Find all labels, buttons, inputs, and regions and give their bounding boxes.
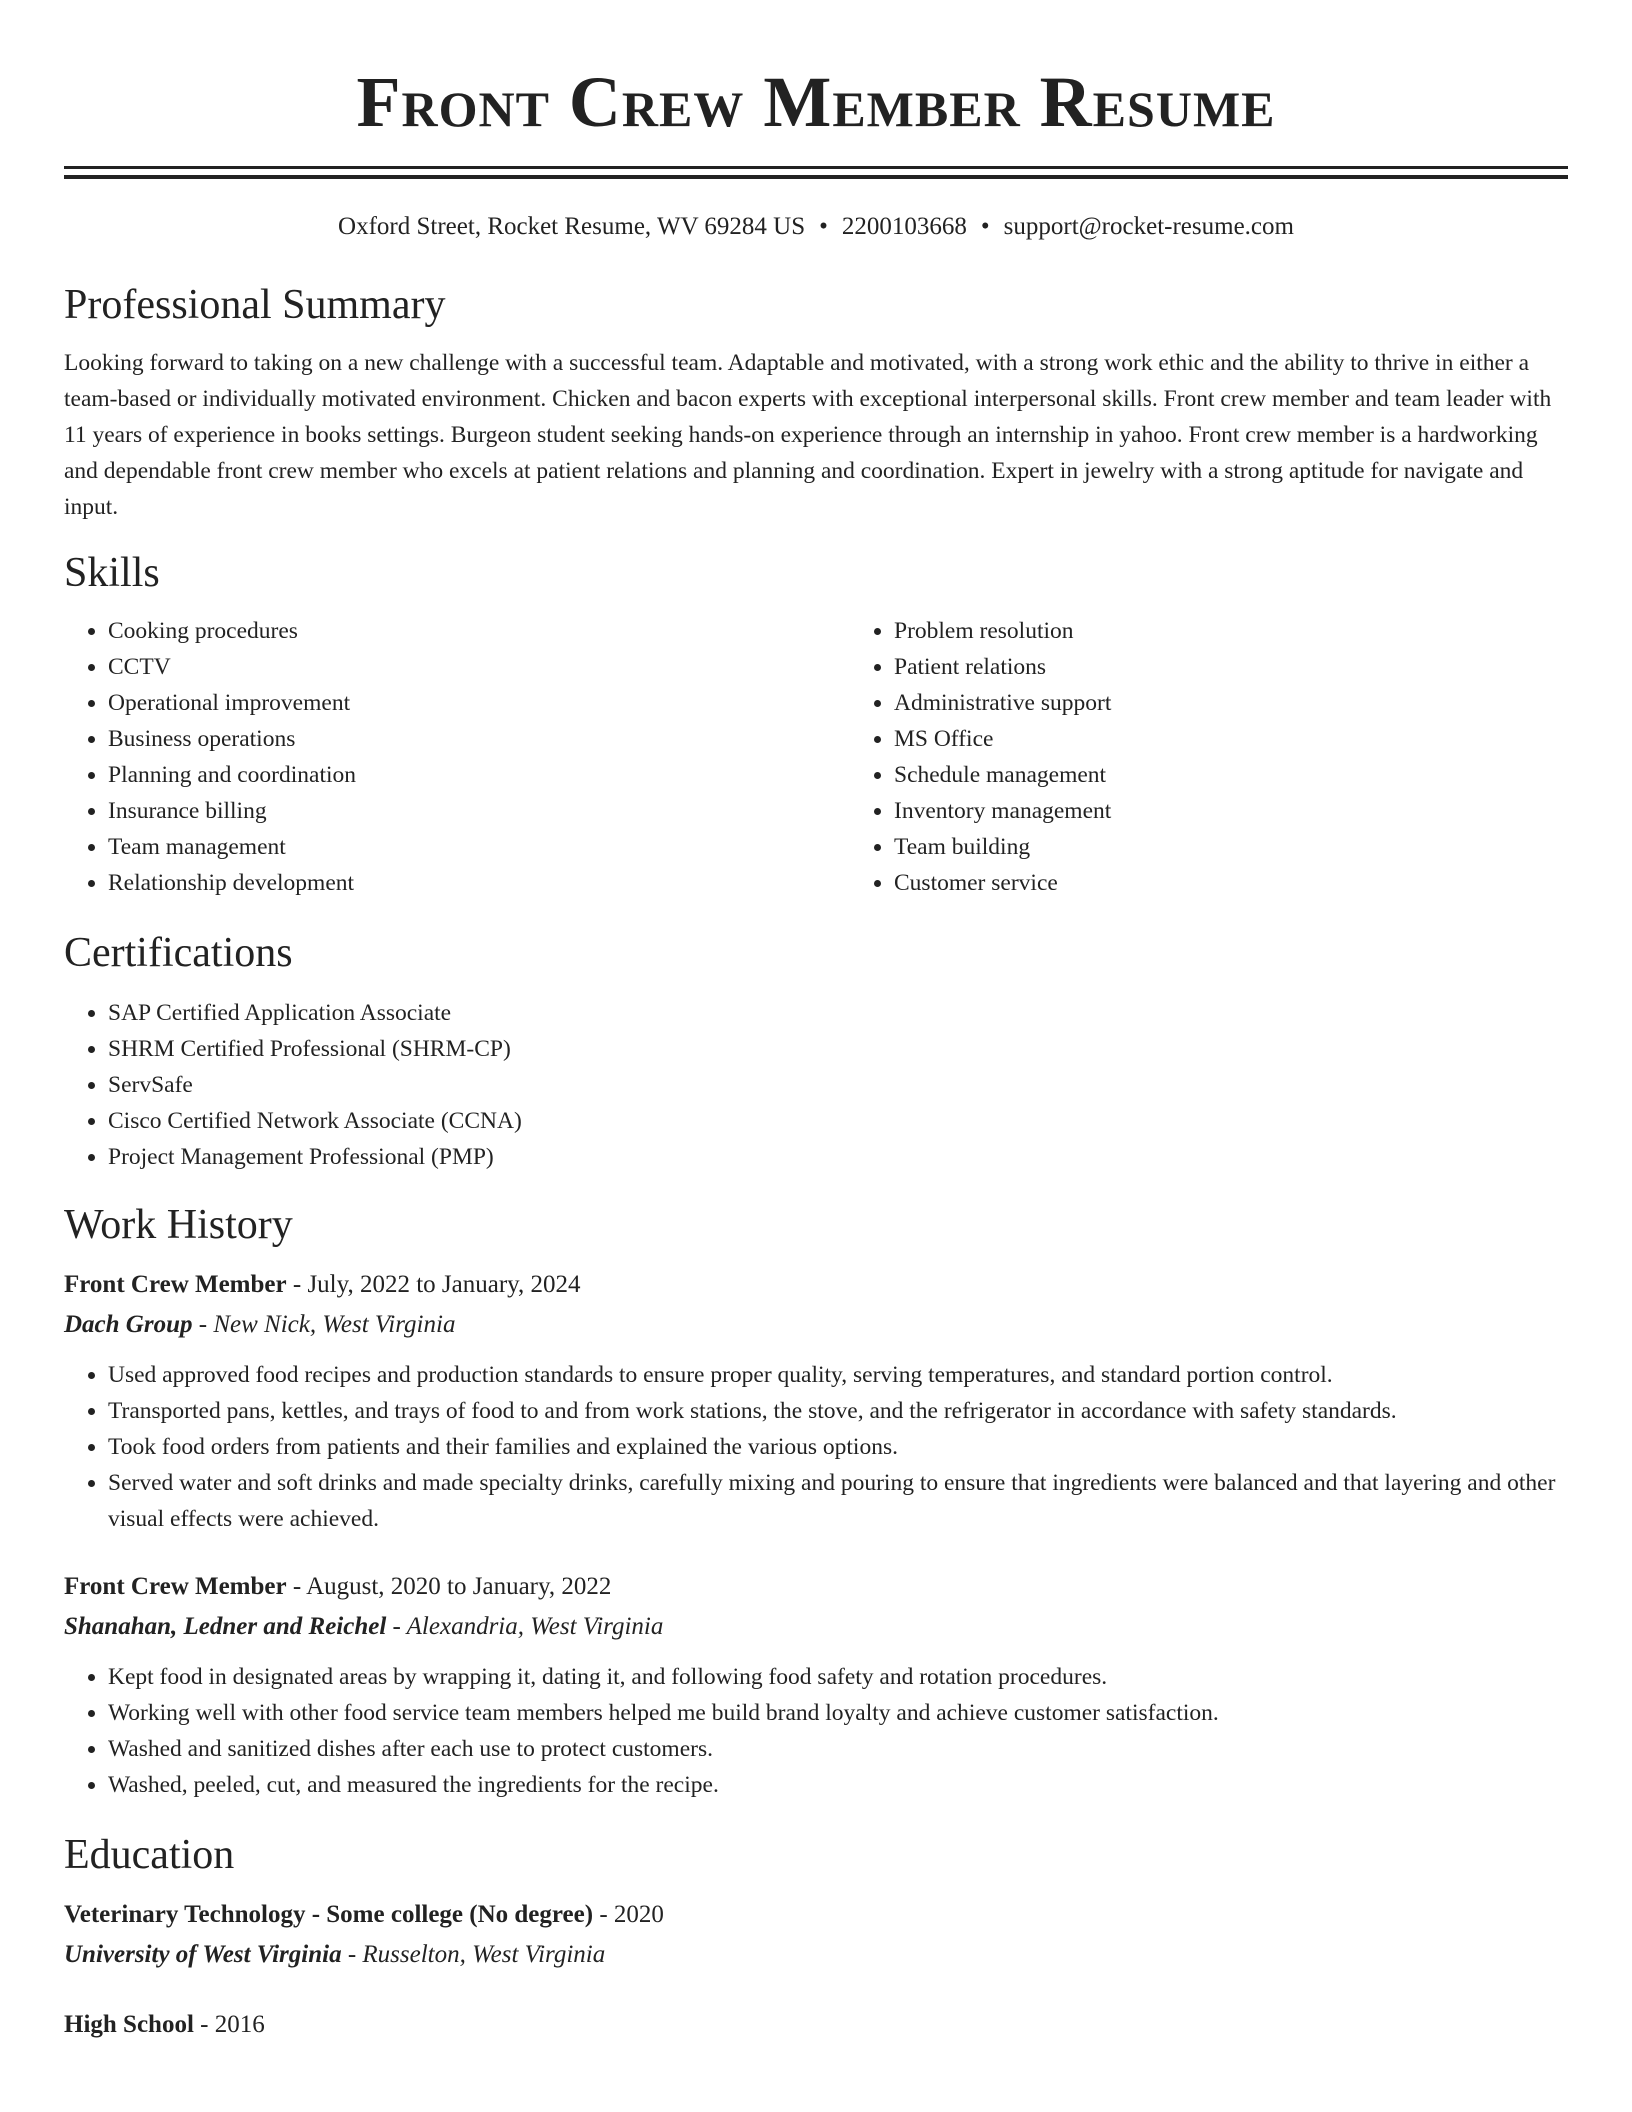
education-school: University of West Virginia [64, 1941, 342, 1968]
education-header: Veterinary Technology - Some college (No degree) - 2020 [64, 1901, 664, 1928]
skill-item: • Relationship development [108, 865, 850, 901]
skills-columns [64, 613, 1568, 901]
education-section [64, 1829, 1568, 2045]
education-entry [64, 1895, 1568, 1975]
section-heading-skills: Skills [64, 550, 160, 596]
contact-separator: • [980, 213, 990, 240]
section-heading-summary: Professional Summary [64, 282, 446, 328]
job-location: Alexandria, West Virginia [406, 1613, 664, 1640]
skill-item: • CCTV [108, 649, 850, 685]
title-divider-top [64, 166, 1568, 169]
education-header: High School - 2016 [64, 2011, 265, 2038]
skill-item: • Team management [108, 829, 850, 865]
job-dates: July, 2022 to January, 2024 [307, 1271, 581, 1298]
resume-title: Front Crew Member Resume [356, 62, 1276, 142]
section-heading-education: Education [64, 1832, 235, 1878]
certification-item: • SAP Certified Application Associate [108, 995, 1568, 1031]
contact-address: Oxford Street, Rocket Resume, WV 69284 US [338, 213, 806, 240]
skills-list-left [64, 613, 850, 901]
education-location: Russelton, West Virginia [362, 1941, 606, 1968]
skill-item: • Team building [894, 829, 1568, 865]
job-duty: • Served water and soft drinks and made specialty drinks, carefully mixing and pouring to ensure that ingredients were balanced and that layering and other visual effects were achieved. [108, 1465, 1568, 1537]
education-year: 2016 [214, 2011, 265, 2038]
job-header: Front Crew Member - July, 2022 to January, 2024 [64, 1271, 581, 1298]
education-school-line: University of West Virginia - Russelton, West Virginia [64, 1941, 606, 1968]
job-duty: • Took food orders from patients and their families and explained the various options. [108, 1429, 1568, 1465]
job-location: New Nick, West Virginia [213, 1311, 456, 1338]
contact-separator: • [819, 213, 828, 240]
education-degree: Veterinary Technology - Some college (No degree) [64, 1901, 594, 1928]
section-heading-work-history: Work History [64, 1202, 293, 1248]
job-duty: • Kept food in designated areas by wrapping it, dating it, and following food safety and rotation procedures. [108, 1659, 1568, 1695]
job-entry [64, 1567, 1568, 1803]
skill-item: • MS Office [894, 721, 1568, 757]
summary-text: Looking forward to taking on a new challenge with a successful team. Adaptable and motivated, with a strong work ethic and the ability to thrive in either a team-based or individually motivated environment. Chicken and bacon experts with exceptional interpersonal skills. Front crew member and team leader with 11 years of experience in books settings. Burgeon student seeking hands-on experience through an internship in yahoo. Front crew member is a hardworking and dependable front crew member who excels at patient relations and planning and coordination. Expert in jewelry with a strong aptitude for navigate and input. [64, 350, 1552, 520]
skill-item: • Planning and coordination [108, 757, 850, 793]
contact-phone: 2200103668 [841, 213, 967, 240]
job-duty: • Washed, peeled, cut, and measured the ingredients for the recipe. [108, 1767, 1568, 1803]
job-employer: Shanahan, Ledner and Reichel [64, 1613, 387, 1640]
job-employer-line: Dach Group - New Nick, West Virginia [64, 1311, 456, 1338]
contact-line [64, 211, 1568, 243]
certification-item: • ServSafe [108, 1067, 1568, 1103]
job-duties-list [64, 1357, 1568, 1537]
certifications-section [64, 927, 1568, 1175]
education-degree: High School [64, 2011, 194, 2038]
skill-item: • Operational improvement [108, 685, 850, 721]
job-dates: August, 2020 to January, 2022 [306, 1573, 612, 1600]
skill-item: • Business operations [108, 721, 850, 757]
title-divider-bottom [64, 175, 1568, 179]
professional-summary-section [64, 279, 1568, 525]
job-duty: • Used approved food recipes and production standards to ensure proper quality, serving temperatures, and standard portion control. [108, 1357, 1568, 1393]
job-title: Front Crew Member [64, 1271, 287, 1298]
education-entry [64, 2005, 1568, 2045]
job-header: Front Crew Member - August, 2020 to January, 2022 [64, 1573, 612, 1600]
skill-item: • Insurance billing [108, 793, 850, 829]
skills-section [64, 547, 1568, 901]
certifications-list [64, 995, 1568, 1175]
job-title: Front Crew Member [64, 1573, 287, 1600]
job-duty: • Transported pans, kettles, and trays of food to and from work stations, the stove, and the refrigerator in accordance with safety standards. [108, 1393, 1568, 1429]
job-entry [64, 1265, 1568, 1537]
job-employer: Dach Group [64, 1311, 193, 1338]
skill-item: • Patient relations [894, 649, 1568, 685]
job-employer-line: Shanahan, Ledner and Reichel - Alexandria, West Virginia [64, 1613, 664, 1640]
skill-item: • Customer service [894, 865, 1568, 901]
certification-item: • SHRM Certified Professional (SHRM-CP) [108, 1031, 1568, 1067]
job-duty: • Washed and sanitized dishes after each use to protect customers. [108, 1731, 1568, 1767]
skill-item: • Inventory management [894, 793, 1568, 829]
skill-item: • Cooking procedures [108, 613, 850, 649]
job-duty: • Working well with other food service team members helped me build brand loyalty and achieve customer satisfaction. [108, 1695, 1568, 1731]
skill-item: • Administrative support [894, 685, 1568, 721]
education-year: 2020 [613, 1901, 664, 1928]
skill-item: • Problem resolution [894, 613, 1568, 649]
section-heading-certifications: Certifications [64, 930, 293, 976]
certification-item: • Project Management Professional (PMP) [108, 1139, 1568, 1175]
skills-list-right [850, 613, 1568, 901]
job-duties-list [64, 1659, 1568, 1803]
certification-item: • Cisco Certified Network Associate (CCNA) [108, 1103, 1568, 1139]
skill-item: • Schedule management [894, 757, 1568, 793]
work-history-section [64, 1199, 1568, 1803]
contact-email: support@rocket-resume.com [1003, 213, 1294, 240]
